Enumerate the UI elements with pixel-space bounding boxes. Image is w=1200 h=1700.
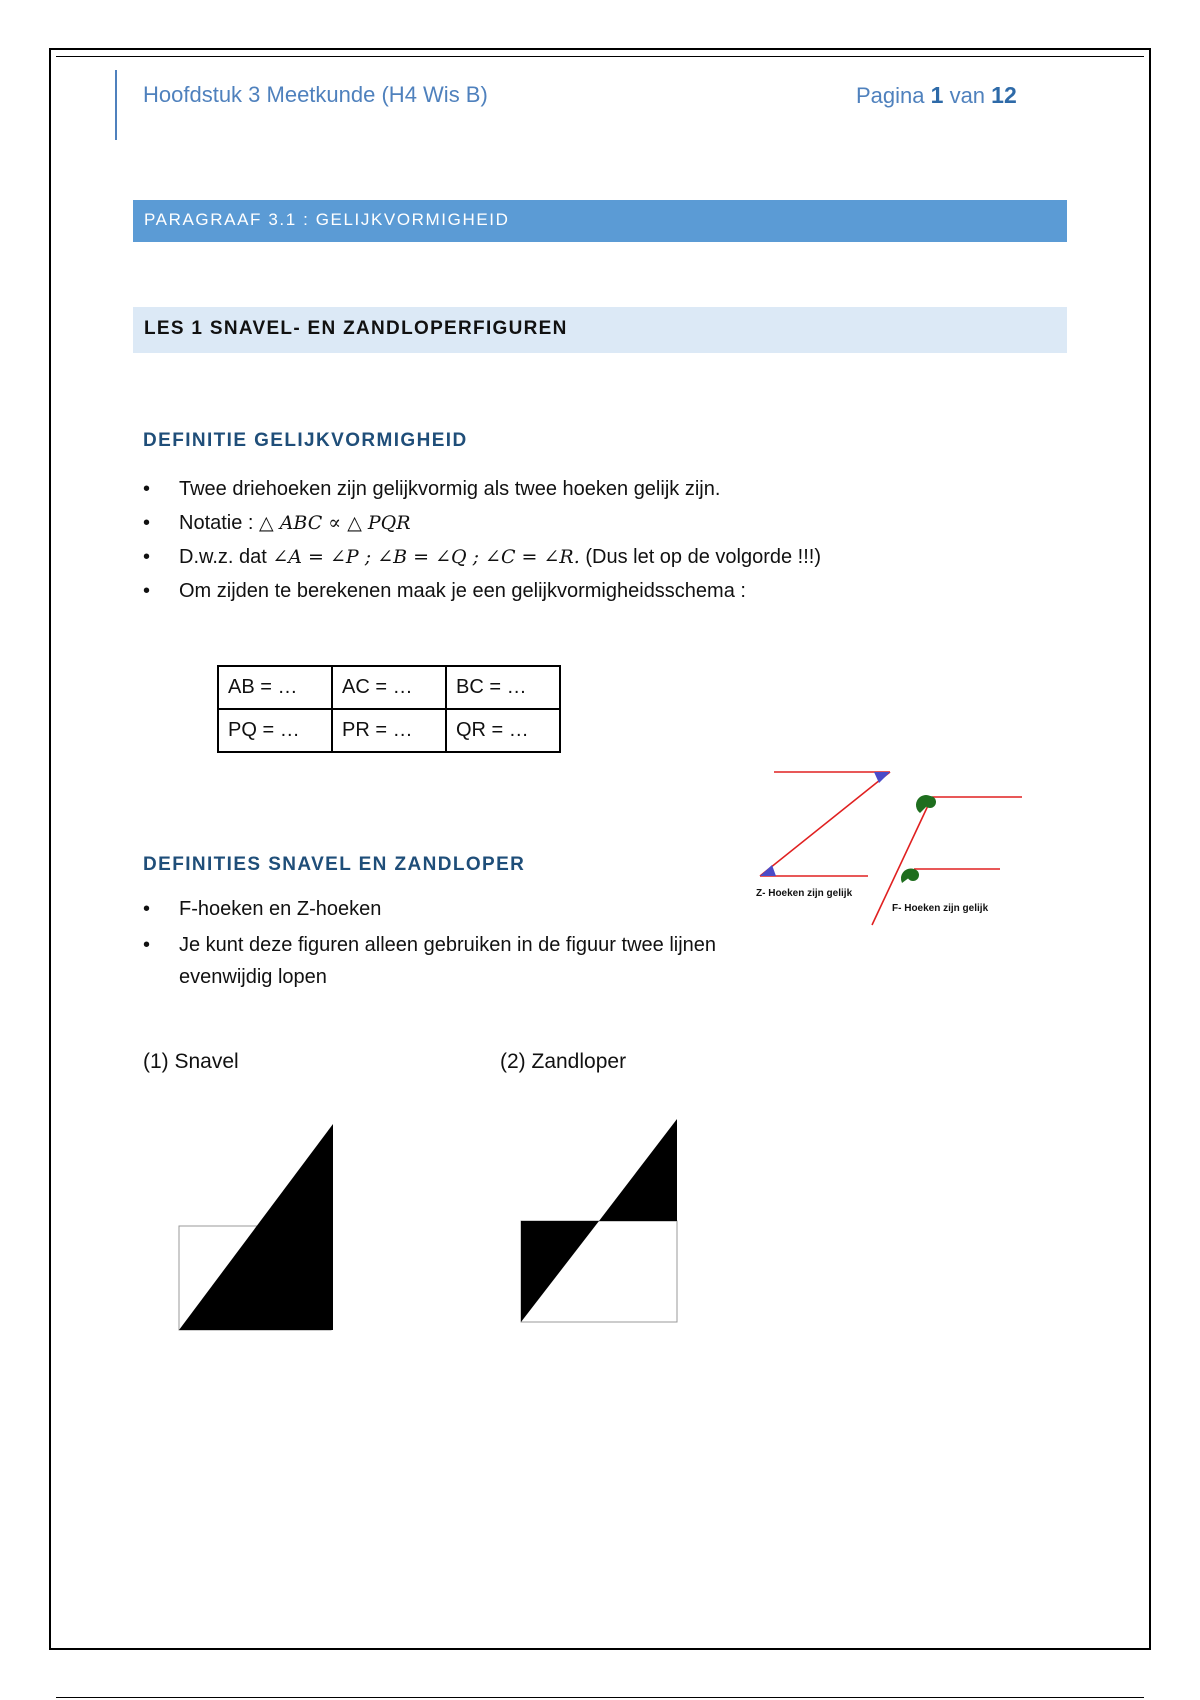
definition-bullet-1: • Twee driehoeken zijn gelijkvormig als twee hoeken gelijk zijn. bbox=[143, 472, 821, 506]
table-cell: QR = … bbox=[446, 709, 560, 752]
snavel-figure bbox=[175, 1120, 340, 1335]
f-figure bbox=[872, 795, 1022, 925]
zandloper-top-triangle bbox=[599, 1119, 677, 1221]
angles-math: ∠A = ∠P ; ∠B = ∠Q ; ∠C = ∠R. bbox=[272, 546, 580, 568]
lesson-title: LES 1 SNAVEL- EN ZANDLOPERFIGUREN bbox=[133, 307, 1067, 353]
snavel-bullet-1: • F-hoeken en Z-hoeken bbox=[143, 893, 743, 925]
page-number bbox=[856, 82, 1017, 109]
table-cell: PQ = … bbox=[218, 709, 332, 752]
paragraph-title: PARAGRAAF 3.1 : GELIJKVORMIGHEID bbox=[133, 200, 1067, 242]
z-angle-mark-bottom bbox=[760, 865, 776, 876]
definition-heading: DEFINITIE GELIJKVORMIGHEID bbox=[143, 430, 468, 451]
table-cell: AB = … bbox=[218, 666, 332, 709]
z-angle-mark-top bbox=[874, 772, 890, 783]
notation-math: △ ABC ∝ △ PQR bbox=[259, 512, 411, 534]
similarity-schema-table bbox=[217, 665, 561, 753]
definition-bullets bbox=[143, 472, 821, 608]
z-f-angle-figure bbox=[750, 765, 1030, 930]
page-current: 1 bbox=[930, 82, 944, 108]
page-total: 12 bbox=[991, 82, 1017, 108]
table-cell: BC = … bbox=[446, 666, 560, 709]
zandloper-bottom-triangle bbox=[521, 1221, 599, 1322]
page-mid: van bbox=[949, 83, 986, 108]
table-cell: AC = … bbox=[332, 666, 446, 709]
z-figure bbox=[756, 772, 890, 899]
snavel-bullets bbox=[143, 893, 743, 993]
header-rule bbox=[56, 56, 1144, 57]
f-label: F- Hoeken zijn gelijk bbox=[892, 903, 989, 914]
definition-bullet-4: • Om zijden te berekenen maak je een gelijkvormigheidsschema : bbox=[143, 574, 821, 608]
table-row bbox=[218, 666, 560, 709]
snavel-bullet-2: • Je kunt deze figuren alleen gebruiken in de figuur twee lijnen evenwijdig lopen bbox=[143, 929, 743, 993]
snavel-zandloper-heading: DEFINITIES SNAVEL EN ZANDLOPER bbox=[143, 854, 526, 875]
snavel-triangle bbox=[179, 1124, 333, 1330]
table-cell: PR = … bbox=[332, 709, 446, 752]
chapter-title: Hoofdstuk 3 Meetkunde (H4 Wis B) bbox=[143, 82, 488, 107]
page-prefix: Pagina bbox=[856, 83, 925, 108]
header-accent-bar bbox=[115, 70, 117, 140]
z-label: Z- Hoeken zijn gelijk bbox=[756, 888, 853, 899]
footer-rule bbox=[56, 1697, 1144, 1698]
definition-bullet-3: • D.w.z. dat ∠A = ∠P ; ∠B = ∠Q ; ∠C = ∠R. (Dus let op de volgorde !!!) bbox=[143, 540, 821, 574]
zandloper-figure bbox=[515, 1115, 685, 1330]
zandloper-caption: (2) Zandloper bbox=[500, 1050, 627, 1073]
table-row bbox=[218, 709, 560, 752]
snavel-caption: (1) Snavel bbox=[143, 1050, 239, 1073]
definition-bullet-2: • Notatie : △ ABC ∝ △ PQR bbox=[143, 506, 821, 540]
